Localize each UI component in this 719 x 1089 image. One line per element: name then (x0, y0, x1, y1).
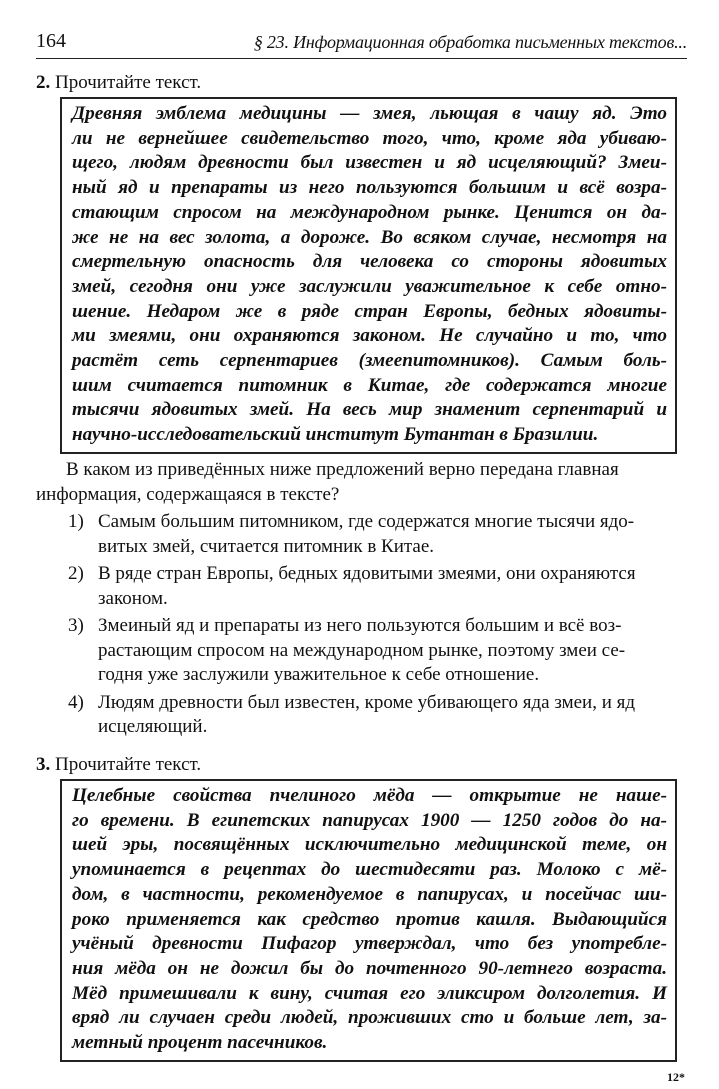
answer-option (68, 691, 688, 740)
text-line: ли не вернейшее свидетельство того, что, кроме яда убиваю- (72, 127, 667, 149)
text-line: стающим спросом на международном рынке. Ценится он да- (72, 201, 667, 223)
answer-option (68, 614, 688, 688)
answer-option (68, 510, 688, 559)
text-line: Древняя эмблема медицины — змея, льющая в чашу яд. Это (72, 103, 667, 124)
text-line: Целебные свойства пчелиного мёда — открытие не наше- (72, 785, 667, 806)
text-line: ния мёда он не дожил бы до почтенного 90-летнего возраста. (72, 957, 667, 979)
task-3-instruction: Прочитайте текст. (55, 754, 202, 775)
task-2-heading (36, 72, 201, 94)
question-line: информация, содержащаяся в тексте? (36, 483, 340, 505)
option-line: годня уже заслужили уважительное к себе отношение. (98, 664, 540, 685)
text-line: ный яд и препараты из него пользуются большим и всё возра- (72, 177, 667, 199)
text-line: щего, людям древности был известен и яд исцеляющий? Змеи- (72, 152, 667, 174)
option-line: растающим спросом на международном рынке, поэтому змеи се- (98, 639, 626, 661)
task-2-number: 2. (36, 72, 51, 93)
option-number: 2) (68, 563, 84, 584)
text-line: научно-исследовательский институт Бутантан в Бразилии. (72, 424, 599, 446)
task-2-text-box (60, 97, 677, 454)
text-line: шение. Недаром же в ряде стран Европы, бедных ядовиты- (72, 300, 667, 322)
task-2-instruction: Прочитайте текст. (55, 72, 202, 93)
task-3-number: 3. (36, 754, 51, 775)
text-line: же не на вес золота, а дороже. Во всяком случае, несмотря на (72, 226, 667, 248)
text-line: растёт сеть серпентариев (змеепитомников). Самым боль- (72, 350, 667, 372)
running-header (36, 28, 687, 59)
text-line: смертельную опасность для человека со стороны ядовитых (72, 251, 667, 273)
signature-mark: 12* (667, 1070, 685, 1084)
text-line: учёный древности Пифагор утверждал, что без употребле- (72, 933, 667, 955)
text-line: змей, сегодня они уже заслужили уважительное к себе отно- (72, 275, 667, 297)
option-number: 1) (68, 511, 84, 532)
text-line: роко применяется как средство против кашля. Выдающийся (72, 908, 667, 930)
option-line: витых змей, считается питомник в Китае. (98, 535, 435, 557)
page-number: 164 (36, 30, 66, 52)
option-line: В ряде стран Европы, бедных ядовитыми змеями, они охраняются (98, 563, 636, 584)
text-line: ми змеями, они охраняются законом. Не случайно и то, что (72, 325, 667, 347)
answer-options (68, 510, 688, 743)
text-line: тысячи ядовитых змей. На весь мир знаменит серпентарий и (72, 399, 667, 421)
option-number: 4) (68, 691, 84, 713)
text-line: Мёд примешивали к вину, считая его эликсиром долголетия. И (72, 982, 667, 1004)
question-line: В каком из приведённых ниже предложений верно передана главная (66, 459, 619, 480)
option-line: Самым большим питомником, где содержатся многие тысячи ядо- (98, 511, 635, 532)
answer-option (68, 562, 688, 611)
text-line: вряд ли случаен среди людей, проживших сто и больше лет, за- (72, 1007, 667, 1029)
option-line: законом. (98, 587, 168, 609)
text-line: дом, в частности, рекомендуемое в папирусах, и посейчас ши- (72, 883, 667, 905)
text-line: шим считается питомник в Китае, где содержатся многие (72, 374, 667, 396)
text-line: метный процент пасечников. (72, 1032, 328, 1054)
task-3-heading (36, 754, 201, 776)
running-title: § 23. Информационная обработка письменных текстов... (253, 32, 687, 52)
option-line: Людям древности был известен, кроме убивающего яда змеи, и яд (98, 691, 636, 713)
option-number: 3) (68, 615, 84, 636)
text-line: шей эры, посвящённых исключительно медицинской теме, он (72, 834, 667, 856)
text-line: упоминается в рецептах до шестидесяти раз. Молоко с мё- (72, 859, 667, 881)
task-2-question (36, 458, 688, 507)
option-line: Змеиный яд и препараты из него пользуются большим и всё воз- (98, 615, 622, 636)
option-line: исцеляющий. (98, 716, 208, 737)
text-line: го времени. В египетских папирусах 1900 — 1250 годов до на- (72, 809, 667, 831)
task-3-text-box (60, 779, 677, 1062)
